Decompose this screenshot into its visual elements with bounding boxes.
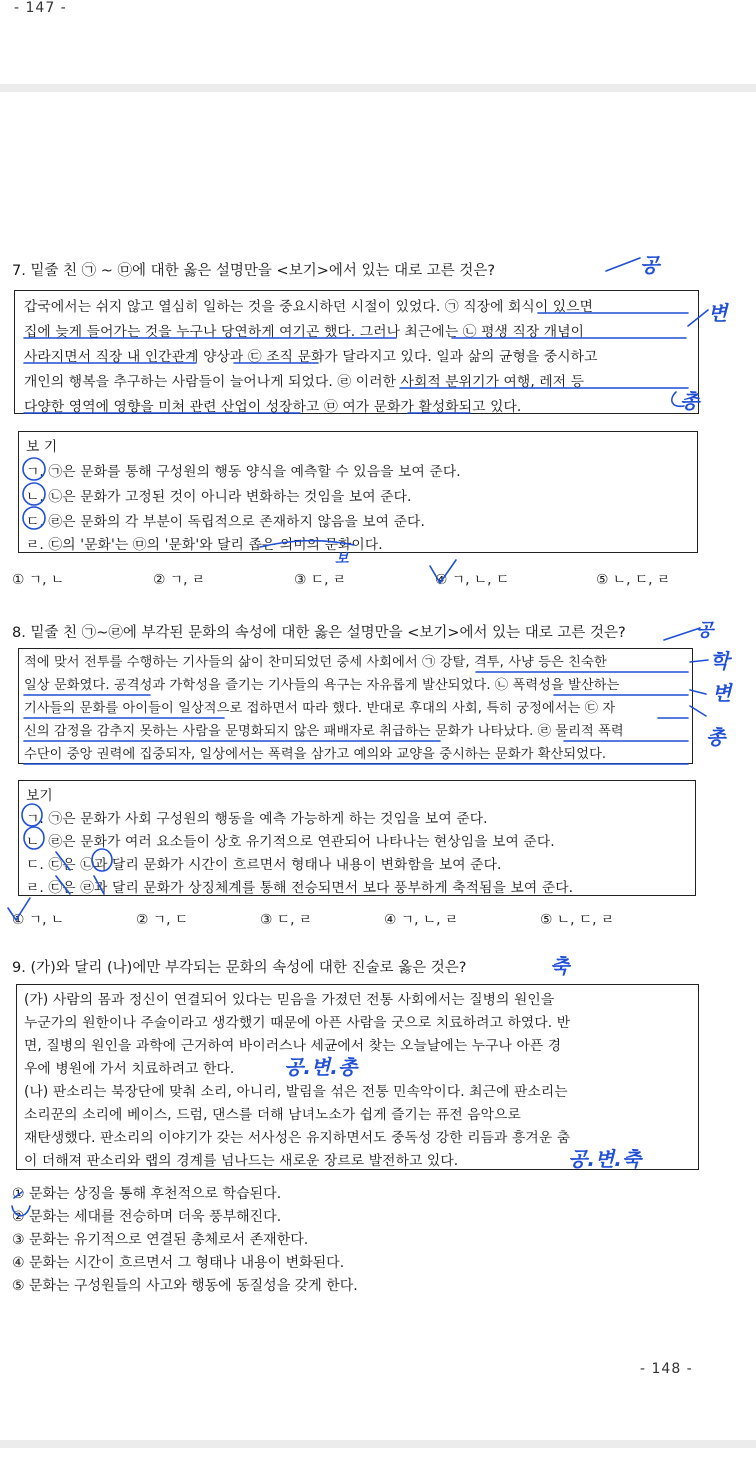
- handwritten-note: 변: [708, 301, 728, 325]
- question-8-bogi-item: ㄹ. ㉢은 ㉣과 달리 문화가 상징체계를 통해 전승되면서 보다 풍부하게 축적됨을 보여 준다.: [26, 880, 574, 896]
- option-2[interactable]: ② ㄱ, ㄹ: [153, 572, 206, 588]
- question-7-bogi-title: 보 기: [26, 439, 58, 455]
- option-1[interactable]: ① ㄱ, ㄴ: [12, 572, 65, 588]
- pointer-line: [664, 628, 700, 640]
- option-3[interactable]: ③ ㄷ, ㄹ: [294, 572, 347, 588]
- choice-4[interactable]: ④ 문화는 시간이 흐르면서 그 형태나 내용이 변화된다.: [12, 1255, 345, 1271]
- question-8-bogi-item: ㄴ. ㉣은 문화가 여러 요소들이 상호 유기적으로 연관되어 나타나는 현상임을 보여 준다.: [26, 834, 555, 850]
- handwritten-note: 보: [335, 551, 349, 567]
- question-8-passage-line: 적에 맞서 전투를 수행하는 기사들의 삶이 찬미되었던 중세 사회에서 ㉠ 강탈, 격투, 사냥 등은 친숙한: [24, 655, 607, 670]
- handwritten-note: 공: [640, 253, 660, 277]
- handwritten-note: 변: [712, 681, 732, 705]
- handwritten-note: 총: [706, 725, 726, 749]
- question-8-bogi-item: ㄱ. ㉠은 문화가 사회 구성원의 행동을 예측 가능하게 하는 것임을 보여 준다.: [26, 811, 488, 827]
- question-7-bogi-item: ㄴ. ㉡은 문화가 고정된 것이 아니라 변화하는 것임을 보여 준다.: [26, 489, 412, 505]
- question-7-bogi-item: ㄷ. ㉣은 문화의 각 부분이 독립적으로 존재하지 않음을 보여 준다.: [26, 514, 425, 530]
- question-7-passage-line: 다양한 영역에 영향을 미쳐 관련 산업이 성장하고 ㉤ 여가 문화가 활성화되고 있다.: [24, 399, 522, 415]
- pointer-line: [606, 258, 640, 271]
- question-7-passage-line: 사라지면서 직장 내 인간관계 양상과 ㉢ 조직 문화가 달라지고 있다. 일과 삶의 균형을 중시하고: [24, 349, 598, 365]
- option-3[interactable]: ③ ㄷ, ㄹ: [260, 912, 313, 928]
- question-8-passage-line: 일상 문화였다. 공격성과 가학성을 즐기는 기사들의 욕구는 자유롭게 발산되었다. ㉡ 폭력성을 발산하는: [24, 678, 620, 693]
- option-2[interactable]: ② ㄱ, ㄷ: [136, 912, 189, 928]
- question-9-passage-line: 소리꾼의 소리에 베이스, 드럼, 댄스를 더해 남녀노소가 쉽게 즐기는 퓨전 음악으로: [24, 1107, 521, 1123]
- option-4[interactable]: ④ ㄱ, ㄴ, ㄹ: [384, 912, 459, 928]
- question-7-title: 7. 밑줄 친 ㉠ ~ ㉤에 대한 옳은 설명만을 <보기>에서 있는 대로 고른 것은?: [12, 263, 496, 279]
- question-7-passage-line: 집에 늦게 들어가는 것을 누구나 당연하게 여기곤 했다. 그러나 최근에는 ㉡ 평생 직장 개념이: [24, 324, 585, 340]
- option-4[interactable]: ④ ㄱ, ㄴ, ㄷ: [435, 572, 510, 588]
- question-7-options: [0, 568, 756, 588]
- question-8-bogi-title: 보기: [26, 788, 53, 804]
- option-1[interactable]: ① ㄱ, ㄴ: [12, 912, 65, 928]
- handwritten-note: 학: [710, 649, 730, 673]
- question-8-title: 8. 밑줄 친 ㉠~㉣에 부각된 문화의 속성에 대한 옳은 설명만을 <보기>에서 있는 대로 고른 것은?: [12, 625, 626, 641]
- handwritten-note: 공.변.총: [284, 1055, 358, 1079]
- handwritten-note: 공: [696, 620, 714, 641]
- handwritten-note: 총: [680, 389, 700, 413]
- question-9-passage-line: 재탄생했다. 판소리의 이야기가 갖는 서사성은 유지하면서도 중독성 강한 리듬과 흥겨운 춤: [24, 1130, 571, 1146]
- question-8-passage-line: 기사들의 문화를 아이들이 일상적으로 접하면서 따라 했다. 반대로 후대의 사회, 특히 궁정에서는 ㉢ 자: [24, 701, 616, 716]
- question-7-bogi-item: ㄱ. ㉠은 문화를 통해 구성원의 행동 양식을 예측할 수 있음을 보여 준다.: [26, 464, 461, 480]
- page-number-top: - 147 -: [14, 0, 67, 16]
- page-separator: [0, 84, 756, 92]
- choice-5[interactable]: ⑤ 문화는 구성원들의 사고와 행동에 동질성을 갖게 한다.: [12, 1278, 358, 1294]
- question-9-passage-line: (가) 사람의 몸과 정신이 연결되어 있다는 믿음을 가졌던 전통 사회에서는 질병의 원인을: [24, 992, 555, 1008]
- choice-2[interactable]: ② 문화는 세대를 전승하며 더욱 풍부해진다.: [12, 1209, 282, 1225]
- choice-3[interactable]: ③ 문화는 유기적으로 연결된 총체로서 존재한다.: [12, 1232, 309, 1248]
- page-separator: [0, 1440, 756, 1448]
- question-9-title: 9. (가)와 달리 (나)에만 부각되는 문화의 속성에 대한 진술로 옳은 것은?: [12, 960, 467, 976]
- question-9-passage-line: (나) 판소리는 북장단에 맞춰 소리, 아니리, 발림을 섞은 전통 민속악이다. 최근에 판소리는: [24, 1084, 568, 1100]
- handwritten-note: 축: [550, 954, 570, 978]
- question-9-passage-line: 이 더해져 판소리와 랩의 경계를 넘나드는 새로운 장르로 발전하고 있다.: [24, 1153, 459, 1169]
- option-5[interactable]: ⑤ ㄴ, ㄷ, ㄹ: [540, 912, 615, 928]
- question-8-bogi-item: ㄷ. ㉢은 ㉡과 달리 문화가 시간이 흐르면서 형태나 내용이 변화함을 보여 준다.: [26, 857, 502, 873]
- question-8-options: [0, 908, 756, 928]
- question-9-passage-line: 우에 병원에 가서 치료하려고 한다.: [24, 1061, 235, 1077]
- question-7-passage-line: 갑국에서는 쉬지 않고 열심히 일하는 것을 중요시하던 시절이 있었다. ㉠ 직장에 회식이 있으면: [24, 299, 594, 315]
- question-9-passage-line: 면, 질병의 원인을 과학에 근거하여 바이러스나 세균에서 찾는 오늘날에는 누구나 아픈 경: [24, 1038, 562, 1054]
- handwritten-note: 공.변.축: [568, 1147, 642, 1171]
- question-7-passage-line: 개인의 행복을 추구하는 사람들이 늘어나게 되었다. ㉣ 이러한 사회적 분위기가 여행, 레저 등: [24, 374, 585, 390]
- page-number-bottom: - 148 -: [640, 1361, 693, 1377]
- question-9-passage-line: 누군가의 원한이나 주술이라고 생각했기 때문에 아픈 사람을 굿으로 치료하려고 하였다. 반: [24, 1015, 571, 1031]
- question-8-passage-line: 신의 감정을 감추지 못하는 사람을 문명화되지 않은 패배자로 취급하는 문화가 나타났다. ㉣ 물리적 폭력: [24, 724, 624, 739]
- choice-1[interactable]: ① 문화는 상징을 통해 후천적으로 학습된다.: [12, 1186, 282, 1202]
- question-8-passage-line: 수단이 중앙 권력에 집중되자, 일상에서는 폭력을 삼가고 예의와 교양을 중시하는 문화가 확산되었다.: [24, 747, 607, 762]
- option-5[interactable]: ⑤ ㄴ, ㄷ, ㄹ: [596, 572, 671, 588]
- question-7-bogi-item: ㄹ. ㉢의 '문화'는 ㉤의 '문화'와 달리 좁은 의미의 문화이다.: [26, 537, 383, 553]
